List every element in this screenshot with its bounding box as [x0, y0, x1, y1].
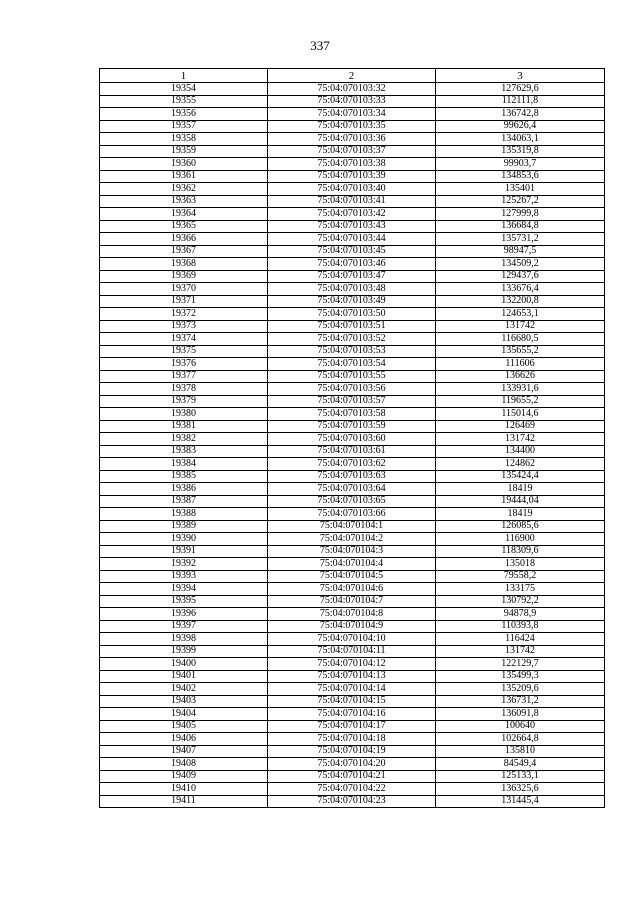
- table-row: [100, 233, 605, 246]
- value-cell: 130792,2: [436, 595, 605, 608]
- cadastral-number-cell: 75:04:070103:49: [268, 295, 436, 308]
- table-row: [100, 295, 605, 308]
- value-cell: 134063,1: [436, 133, 605, 146]
- table-row: [100, 183, 605, 196]
- row-number-cell: 19406: [100, 733, 268, 746]
- row-number-cell: 19389: [100, 520, 268, 533]
- table-row: [100, 533, 605, 546]
- row-number-cell: 19387: [100, 495, 268, 508]
- table-row: [100, 483, 605, 496]
- value-cell: 134509,2: [436, 258, 605, 271]
- value-cell: 132200,8: [436, 295, 605, 308]
- cadastral-number-cell: 75:04:070104:2: [268, 533, 436, 546]
- row-number-cell: 19365: [100, 220, 268, 233]
- value-cell: 125267,2: [436, 195, 605, 208]
- cadastral-number-cell: 75:04:070103:57: [268, 395, 436, 408]
- cadastral-number-cell: 75:04:070104:8: [268, 608, 436, 621]
- cadastral-number-cell: 75:04:070103:53: [268, 345, 436, 358]
- value-cell: 84549,4: [436, 758, 605, 771]
- row-number-cell: 19384: [100, 458, 268, 471]
- row-number-cell: 19403: [100, 695, 268, 708]
- cadastral-number-cell: 75:04:070104:13: [268, 670, 436, 683]
- cadastral-number-cell: 75:04:070103:62: [268, 458, 436, 471]
- value-cell: 135209,6: [436, 683, 605, 696]
- value-cell: 94878,9: [436, 608, 605, 621]
- table-row: [100, 708, 605, 721]
- table-row: [100, 145, 605, 158]
- cadastral-number-cell: 75:04:070104:10: [268, 633, 436, 646]
- row-number-cell: 19399: [100, 645, 268, 658]
- cadastral-number-cell: 75:04:070103:55: [268, 370, 436, 383]
- table-row: [100, 333, 605, 346]
- row-number-cell: 19410: [100, 783, 268, 796]
- row-number-cell: 19394: [100, 583, 268, 596]
- cadastral-number-cell: 75:04:070104:17: [268, 720, 436, 733]
- table-row: [100, 758, 605, 771]
- table-row: [100, 433, 605, 446]
- value-cell: 135319,8: [436, 145, 605, 158]
- table-row: [100, 170, 605, 183]
- cadastral-number-cell: 75:04:070104:18: [268, 733, 436, 746]
- cadastral-number-cell: 75:04:070104:6: [268, 583, 436, 596]
- value-cell: 136325,6: [436, 783, 605, 796]
- table-row: [100, 733, 605, 746]
- value-cell: 131742: [436, 645, 605, 658]
- value-cell: 133931,6: [436, 383, 605, 396]
- value-cell: 136626: [436, 370, 605, 383]
- value-cell: 110393,8: [436, 620, 605, 633]
- value-cell: 135018: [436, 558, 605, 571]
- cadastral-number-cell: 75:04:070103:38: [268, 158, 436, 171]
- table-row: [100, 683, 605, 696]
- value-cell: 127999,8: [436, 208, 605, 221]
- row-number-cell: 19369: [100, 270, 268, 283]
- row-number-cell: 19409: [100, 770, 268, 783]
- cadastral-number-cell: 75:04:070103:37: [268, 145, 436, 158]
- value-cell: 126469: [436, 420, 605, 433]
- row-number-cell: 19393: [100, 570, 268, 583]
- cadastral-number-cell: 75:04:070104:15: [268, 695, 436, 708]
- value-cell: 79558,2: [436, 570, 605, 583]
- table-row: [100, 320, 605, 333]
- value-cell: 19444,04: [436, 495, 605, 508]
- column-header-3: 3: [436, 69, 605, 83]
- value-cell: 133175: [436, 583, 605, 596]
- cadastral-number-cell: 75:04:070104:20: [268, 758, 436, 771]
- cadastral-number-cell: 75:04:070104:11: [268, 645, 436, 658]
- table-row: [100, 383, 605, 396]
- table-row: [100, 133, 605, 146]
- row-number-cell: 19378: [100, 383, 268, 396]
- value-cell: 126085,6: [436, 520, 605, 533]
- row-number-cell: 19383: [100, 445, 268, 458]
- row-number-cell: 19388: [100, 508, 268, 521]
- cadastral-number-cell: 75:04:070104:21: [268, 770, 436, 783]
- row-number-cell: 19354: [100, 83, 268, 96]
- cadastral-number-cell: 75:04:070103:32: [268, 83, 436, 96]
- cadastral-number-cell: 75:04:070104:14: [268, 683, 436, 696]
- row-number-cell: 19407: [100, 745, 268, 758]
- cadastral-number-cell: 75:04:070103:46: [268, 258, 436, 271]
- table-row: [100, 83, 605, 96]
- row-number-cell: 19363: [100, 195, 268, 208]
- table-row: [100, 508, 605, 521]
- table-row: [100, 633, 605, 646]
- row-number-cell: 19379: [100, 395, 268, 408]
- value-cell: 112111,8: [436, 95, 605, 108]
- cadastral-number-cell: 75:04:070103:47: [268, 270, 436, 283]
- cadastral-number-cell: 75:04:070104:1: [268, 520, 436, 533]
- cadastral-number-cell: 75:04:070104:23: [268, 795, 436, 808]
- table-row: [100, 570, 605, 583]
- value-cell: 124653,1: [436, 308, 605, 321]
- table-row: [100, 520, 605, 533]
- table-row: [100, 158, 605, 171]
- value-cell: 111606: [436, 358, 605, 371]
- row-number-cell: 19408: [100, 758, 268, 771]
- value-cell: 18419: [436, 508, 605, 521]
- cadastral-number-cell: 75:04:070104:22: [268, 783, 436, 796]
- value-cell: 116680,5: [436, 333, 605, 346]
- cadastral-number-cell: 75:04:070103:45: [268, 245, 436, 258]
- table-row: [100, 395, 605, 408]
- row-number-cell: 19362: [100, 183, 268, 196]
- table-row: [100, 95, 605, 108]
- row-number-cell: 19395: [100, 595, 268, 608]
- value-cell: 136742,8: [436, 108, 605, 121]
- row-number-cell: 19377: [100, 370, 268, 383]
- value-cell: 131742: [436, 320, 605, 333]
- row-number-cell: 19392: [100, 558, 268, 571]
- cadastral-number-cell: 75:04:070103:41: [268, 195, 436, 208]
- row-number-cell: 19375: [100, 345, 268, 358]
- table-row: [100, 658, 605, 671]
- row-number-cell: 19358: [100, 133, 268, 146]
- value-cell: 118309,6: [436, 545, 605, 558]
- value-cell: 135810: [436, 745, 605, 758]
- cadastral-number-cell: 75:04:070104:16: [268, 708, 436, 721]
- table-row: [100, 345, 605, 358]
- table-row: [100, 258, 605, 271]
- table-body: [100, 83, 605, 808]
- table-row: [100, 495, 605, 508]
- cadastral-number-cell: 75:04:070104:9: [268, 620, 436, 633]
- row-number-cell: 19411: [100, 795, 268, 808]
- row-number-cell: 19398: [100, 633, 268, 646]
- cadastral-number-cell: 75:04:070103:40: [268, 183, 436, 196]
- cadastral-number-cell: 75:04:070104:3: [268, 545, 436, 558]
- value-cell: 119655,2: [436, 395, 605, 408]
- row-number-cell: 19366: [100, 233, 268, 246]
- value-cell: 129437,6: [436, 270, 605, 283]
- cadastral-number-cell: 75:04:070103:36: [268, 133, 436, 146]
- table-row: [100, 795, 605, 808]
- value-cell: 18419: [436, 483, 605, 496]
- cadastral-number-cell: 75:04:070103:34: [268, 108, 436, 121]
- row-number-cell: 19396: [100, 608, 268, 621]
- row-number-cell: 19356: [100, 108, 268, 121]
- table-row: [100, 695, 605, 708]
- table-row: [100, 208, 605, 221]
- value-cell: 136091,8: [436, 708, 605, 721]
- cadastral-number-cell: 75:04:070104:5: [268, 570, 436, 583]
- table-row: [100, 745, 605, 758]
- table-row: [100, 470, 605, 483]
- table-row: [100, 408, 605, 421]
- cadastral-number-cell: 75:04:070104:19: [268, 745, 436, 758]
- column-header-1: 1: [100, 69, 268, 83]
- value-cell: 135731,2: [436, 233, 605, 246]
- value-cell: 134853,6: [436, 170, 605, 183]
- row-number-cell: 19385: [100, 470, 268, 483]
- cadastral-number-cell: 75:04:070103:66: [268, 508, 436, 521]
- row-number-cell: 19382: [100, 433, 268, 446]
- table-row: [100, 558, 605, 571]
- value-cell: 134400: [436, 445, 605, 458]
- cadastral-number-cell: 75:04:070103:59: [268, 420, 436, 433]
- table-row: [100, 720, 605, 733]
- table-row: [100, 220, 605, 233]
- table-row: [100, 283, 605, 296]
- cadastral-value-table: [99, 68, 605, 808]
- value-cell: 124862: [436, 458, 605, 471]
- table-row: [100, 620, 605, 633]
- value-cell: 127629,6: [436, 83, 605, 96]
- cadastral-number-cell: 75:04:070103:39: [268, 170, 436, 183]
- row-number-cell: 19368: [100, 258, 268, 271]
- row-number-cell: 19374: [100, 333, 268, 346]
- table-row: [100, 195, 605, 208]
- cadastral-number-cell: 75:04:070103:56: [268, 383, 436, 396]
- value-cell: 116900: [436, 533, 605, 546]
- cadastral-number-cell: 75:04:070103:65: [268, 495, 436, 508]
- row-number-cell: 19364: [100, 208, 268, 221]
- value-cell: 122129,7: [436, 658, 605, 671]
- cadastral-number-cell: 75:04:070103:48: [268, 283, 436, 296]
- value-cell: 115014,6: [436, 408, 605, 421]
- cadastral-number-cell: 75:04:070103:42: [268, 208, 436, 221]
- cadastral-number-cell: 75:04:070103:61: [268, 445, 436, 458]
- row-number-cell: 19359: [100, 145, 268, 158]
- table-row: [100, 120, 605, 133]
- row-number-cell: 19391: [100, 545, 268, 558]
- row-number-cell: 19400: [100, 658, 268, 671]
- cadastral-number-cell: 75:04:070103:43: [268, 220, 436, 233]
- table-row: [100, 445, 605, 458]
- table-row: [100, 595, 605, 608]
- value-cell: 136731,2: [436, 695, 605, 708]
- row-number-cell: 19357: [100, 120, 268, 133]
- cadastral-number-cell: 75:04:070103:52: [268, 333, 436, 346]
- table-row: [100, 358, 605, 371]
- cadastral-number-cell: 75:04:070103:58: [268, 408, 436, 421]
- value-cell: 102664,8: [436, 733, 605, 746]
- table-row: [100, 545, 605, 558]
- row-number-cell: 19360: [100, 158, 268, 171]
- value-cell: 135655,2: [436, 345, 605, 358]
- row-number-cell: 19386: [100, 483, 268, 496]
- cadastral-number-cell: 75:04:070103:60: [268, 433, 436, 446]
- cadastral-number-cell: 75:04:070104:12: [268, 658, 436, 671]
- table-row: [100, 308, 605, 321]
- row-number-cell: 19371: [100, 295, 268, 308]
- page-number: 337: [310, 38, 330, 53]
- row-number-cell: 19401: [100, 670, 268, 683]
- table-row: [100, 370, 605, 383]
- value-cell: 133676,4: [436, 283, 605, 296]
- column-header-2: 2: [268, 69, 436, 83]
- row-number-cell: 19376: [100, 358, 268, 371]
- cadastral-number-cell: 75:04:070103:50: [268, 308, 436, 321]
- table-header-row: [100, 69, 605, 83]
- table-row: [100, 645, 605, 658]
- row-number-cell: 19361: [100, 170, 268, 183]
- cadastral-number-cell: 75:04:070103:33: [268, 95, 436, 108]
- value-cell: 116424: [436, 633, 605, 646]
- cadastral-number-cell: 75:04:070103:35: [268, 120, 436, 133]
- value-cell: 100640: [436, 720, 605, 733]
- value-cell: 99903,7: [436, 158, 605, 171]
- table-row: [100, 270, 605, 283]
- row-number-cell: 19367: [100, 245, 268, 258]
- row-number-cell: 19381: [100, 420, 268, 433]
- table-row: [100, 420, 605, 433]
- table-row: [100, 245, 605, 258]
- cadastral-number-cell: 75:04:070104:4: [268, 558, 436, 571]
- row-number-cell: 19390: [100, 533, 268, 546]
- value-cell: 135499,3: [436, 670, 605, 683]
- row-number-cell: 19404: [100, 708, 268, 721]
- value-cell: 131742: [436, 433, 605, 446]
- table-header: [100, 69, 605, 83]
- value-cell: 135401: [436, 183, 605, 196]
- cadastral-number-cell: 75:04:070103:51: [268, 320, 436, 333]
- value-cell: 125133,1: [436, 770, 605, 783]
- value-cell: 136684,8: [436, 220, 605, 233]
- cadastral-number-cell: 75:04:070103:44: [268, 233, 436, 246]
- table-row: [100, 770, 605, 783]
- row-number-cell: 19373: [100, 320, 268, 333]
- row-number-cell: 19355: [100, 95, 268, 108]
- cadastral-number-cell: 75:04:070103:54: [268, 358, 436, 371]
- cadastral-number-cell: 75:04:070103:63: [268, 470, 436, 483]
- table-row: [100, 783, 605, 796]
- row-number-cell: 19370: [100, 283, 268, 296]
- table-row: [100, 670, 605, 683]
- value-cell: 98947,5: [436, 245, 605, 258]
- value-cell: 131445,4: [436, 795, 605, 808]
- table-row: [100, 108, 605, 121]
- cadastral-number-cell: 75:04:070103:64: [268, 483, 436, 496]
- table-row: [100, 608, 605, 621]
- row-number-cell: 19402: [100, 683, 268, 696]
- row-number-cell: 19372: [100, 308, 268, 321]
- cadastral-number-cell: 75:04:070104:7: [268, 595, 436, 608]
- table-row: [100, 583, 605, 596]
- row-number-cell: 19397: [100, 620, 268, 633]
- table-row: [100, 458, 605, 471]
- row-number-cell: 19405: [100, 720, 268, 733]
- value-cell: 135424,4: [436, 470, 605, 483]
- value-cell: 99626,4: [436, 120, 605, 133]
- row-number-cell: 19380: [100, 408, 268, 421]
